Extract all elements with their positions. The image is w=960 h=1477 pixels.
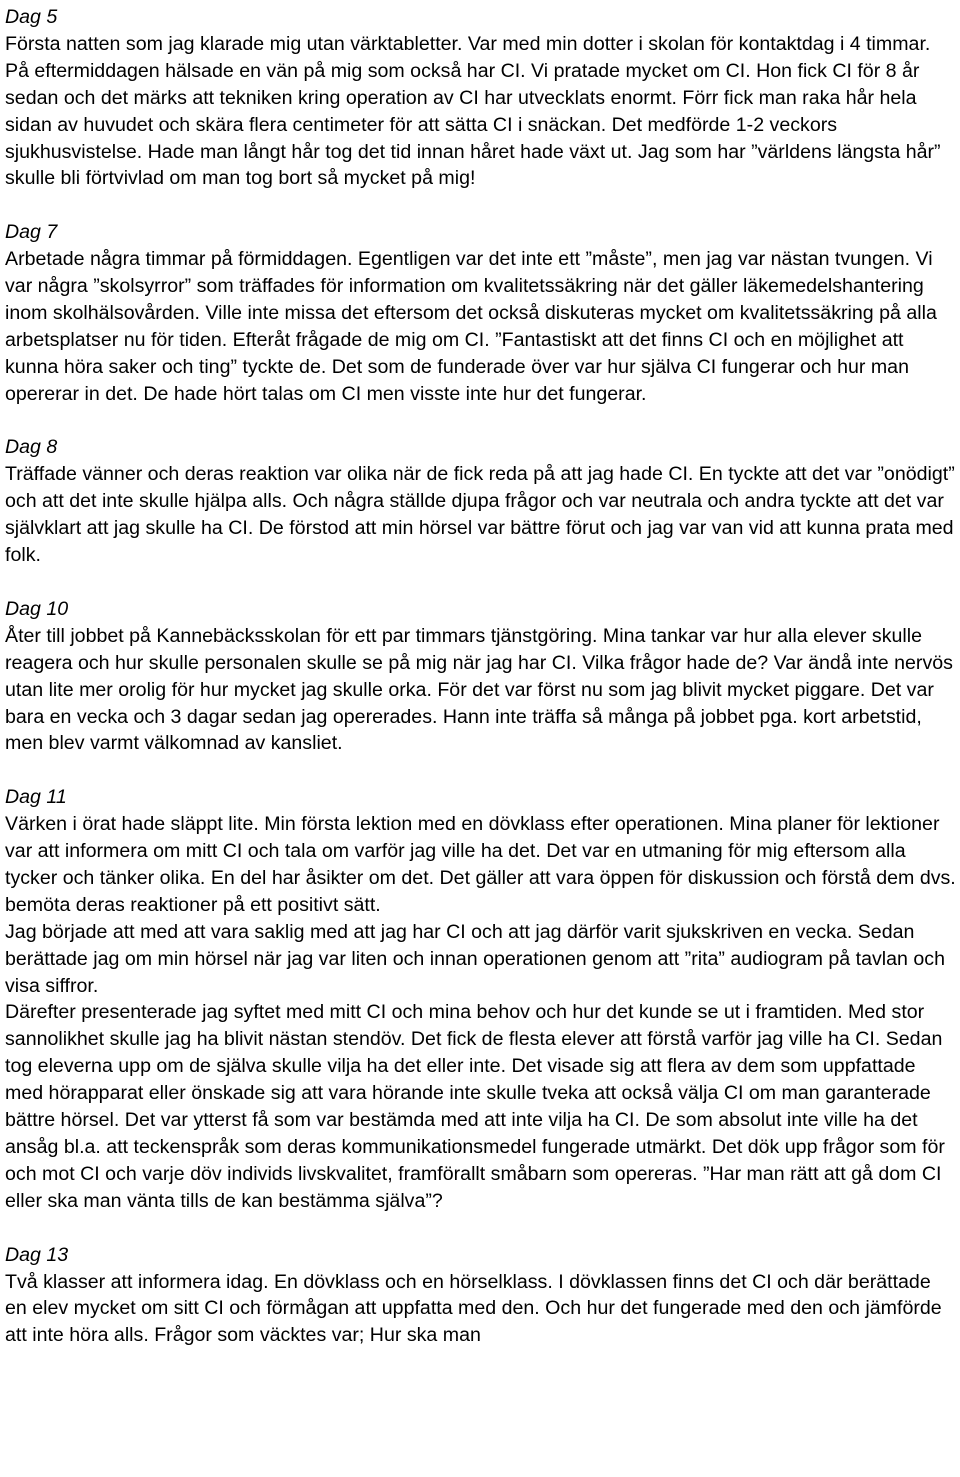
entry-heading: Dag 11: [5, 786, 67, 809]
entry-dag-13: [5, 1242, 957, 1350]
entry-heading: Dag 8: [5, 436, 58, 459]
entry-heading: Dag 5: [5, 6, 58, 28]
entry-paragraph: Träffade vänner och deras reaktion var olika när de fick reda på att jag hade CI. En tyckte att det var ”onödigt” och att det inte skulle hjälpa alls. Och några ställde djupa frågor och var neutrala och andra tyckte att det var självklart att jag skulle ha CI. De förstod att min hörsel var bättre förut och jag var van vid att kunna prata med folk.: [5, 463, 955, 567]
entry-dag-7: [5, 219, 957, 407]
entry-dag-11: [5, 784, 957, 1215]
entry-paragraph: Därefter presenterade jag syftet med mitt CI och mina behov och hur det kunde se ut i framtiden. Med stor sannolikhet skulle jag ha blivit nästan stendöv. Det fick de flesta elever att förstå varför jag ville ha CI. Sedan tog eleverna upp om de själva skulle vilja ha det eller inte. Det visade sig att flera av dem som uppfattade med hörapparat eller önskade sig att vara hörande inte skulle tveka att också välja CI om man garanterade bättre hörsel. Det var ytterst få som var bestämda med att inte vilja ha CI. De som absolut inte ville ha det ansåg bl.a. att teckenspråk som deras kommunikationsmedel fungerade utmärkt. Det dök upp frågor som för och mot CI och varje döv individs livskvalitet, framförallt småbarn som opereras. ”Har man rätt att gå dom CI eller ska man vänta tills de kan bestämma själva”?: [5, 1001, 945, 1212]
document-page: [5, 4, 957, 1376]
entry-paragraph: Arbetade några timmar på förmiddagen. Egentligen var det inte ett ”måste”, men jag var nästan tvungen. Vi var några ”skolsyrror” som träffades för information om kvalitetssäkring när det gäller läkemedelshantering inom skolhälsovården. Ville inte missa det eftersom det också diskuteras mycket om kvalitetssäkring på alla arbetsplatser nu för tiden. Efteråt frågade de mig om CI. ”Fantastiskt att det finns CI och en möjlighet att kunna höra saker och ting” tyckte de. Det som de funderade över var hur själva CI fungerar och hur man opererar in det. De hade hört talas om CI men visste inte hur det fungerar.: [5, 248, 937, 405]
entry-paragraph: Jag började att med att vara saklig med att jag har CI och att jag därför varit sjukskriven en vecka. Sedan berättade jag om min hörsel när jag var liten och innan operationen genom att ”rita” audiogram på tavlan och visa siffror.: [5, 920, 945, 997]
entry-heading: Dag 10: [5, 597, 69, 620]
entry-heading: Dag 7: [5, 221, 58, 244]
entry-dag-5: [5, 4, 957, 192]
entry-paragraph: Två klasser att informera idag. En dövklass och en hörselklass. I dövklassen finns det CI och där berättade en elev mycket om sitt CI och förmågan att uppfatta med den. Och hur det fungerade med den och jämförde att inte höra alls. Frågor som väcktes var; Hur ska man: [5, 1270, 942, 1347]
entry-heading: Dag 13: [5, 1243, 69, 1266]
entry-paragraph: Värken i örat hade släppt lite. Min första lektion med en dövklass efter operationen. Mina planer för lektioner var att informera om mitt CI och tala om varför jag ville ha det. Det var en utmaning för mig eftersom alla tycker och tänker olika. En del har åsikter om det. Det gäller att vara öppen för diskussion och förstå dem dvs. bemöta deras reaktioner på ett positivt sätt.: [5, 813, 956, 916]
entry-paragraph: Första natten som jag klarade mig utan värktabletter. Var med min dotter i skolan för kontaktdag i 4 timmar. På eftermiddagen hälsade en vän på mig som också har CI. Vi pratade mycket om CI. Hon fick CI för 8 år sedan och det märks att tekniken kring operation av CI har utvecklats enormt. Förr fick man raka hår hela sidan av huvudet och skära flera centimeter för att sätta CI i snäckan. Det medförde 1-2 veckors sjukhusvistelse. Hade man långt hår tog det tid innan håret hade växt ut. Jag som har ”världens längsta hår” skulle bli förtvivlad om man tog bort så mycket på mig!: [5, 32, 941, 190]
entry-paragraph: Åter till jobbet på Kannebäcksskolan för ett par timmars tjänstgöring. Mina tankar var hur alla elever skulle reagera och hur skulle personalen skulle se på mig när jag har CI. Vilka frågor hade de? Var ändå inte nervös utan lite mer orolig för hur mycket jag skulle orka. För det var först nu som jag blivit mycket piggare. Det var bara en vecka och 3 dagar sedan jag opererades. Hann inte träffa så många på jobbet pga. kort arbetstid, men blev varmt välkomnad av kansliet.: [5, 624, 953, 755]
entry-dag-8: [5, 434, 957, 569]
entry-dag-10: [5, 596, 957, 757]
